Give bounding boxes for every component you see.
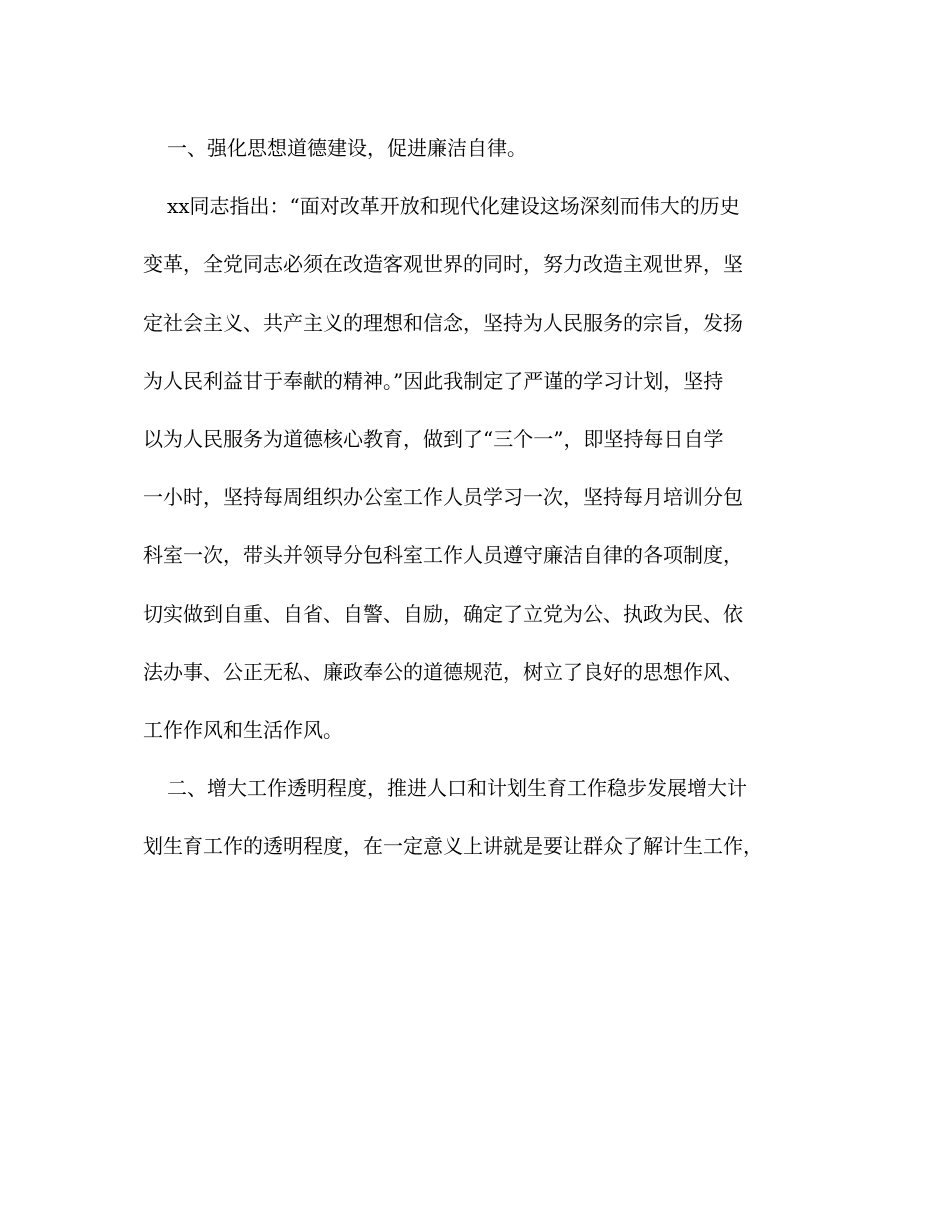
paragraph-line: 切实做到自重、自省、自警、自励，确定了立党为公、执政为民、依: [143, 601, 743, 626]
section-heading-2: 二、增大工作透明程度，推进人口和计划生育工作稳步发展增大计: [167, 776, 747, 801]
section-heading-1: 一、强化思想道德建设，促进廉洁自律。: [167, 136, 527, 160]
document-body: [143, 138, 809, 894]
paragraph-line: 为人民利益甘于奉献的精神。”因此我制定了严谨的学习计划，坚持: [143, 368, 724, 393]
paragraph-line: 划生育工作的透明程度，在一定意义上讲就是要让群众了解计生工作，: [143, 834, 763, 859]
paragraph-line: 变革，全党同志必须在改造客观世界的同时，努力改造主观世界，坚: [143, 252, 743, 277]
paragraph-line: 法办事、公正无私、廉政奉公的道德规范，树立了良好的思想作风、: [143, 659, 743, 684]
paragraph-line: 以为人民服务为道德核心教育，做到了“三个一”，即坚持每日自学: [143, 426, 724, 451]
paragraph-line: 一小时，坚持每周组织办公室工作人员学习一次，坚持每月培训分包: [143, 485, 743, 510]
paragraph-line: 工作作风和生活作风。: [143, 717, 343, 742]
paragraph-line: 定社会主义、共产主义的理想和信念，坚持为人民服务的宗旨，发扬: [143, 310, 743, 335]
paragraph-line: xx同志指出：“面对改革开放和现代化建设这场深刻而伟大的历史: [167, 194, 740, 219]
paragraph-line: 科室一次，带头并领导分包科室工作人员遵守廉洁自律的各项制度，: [143, 543, 743, 568]
